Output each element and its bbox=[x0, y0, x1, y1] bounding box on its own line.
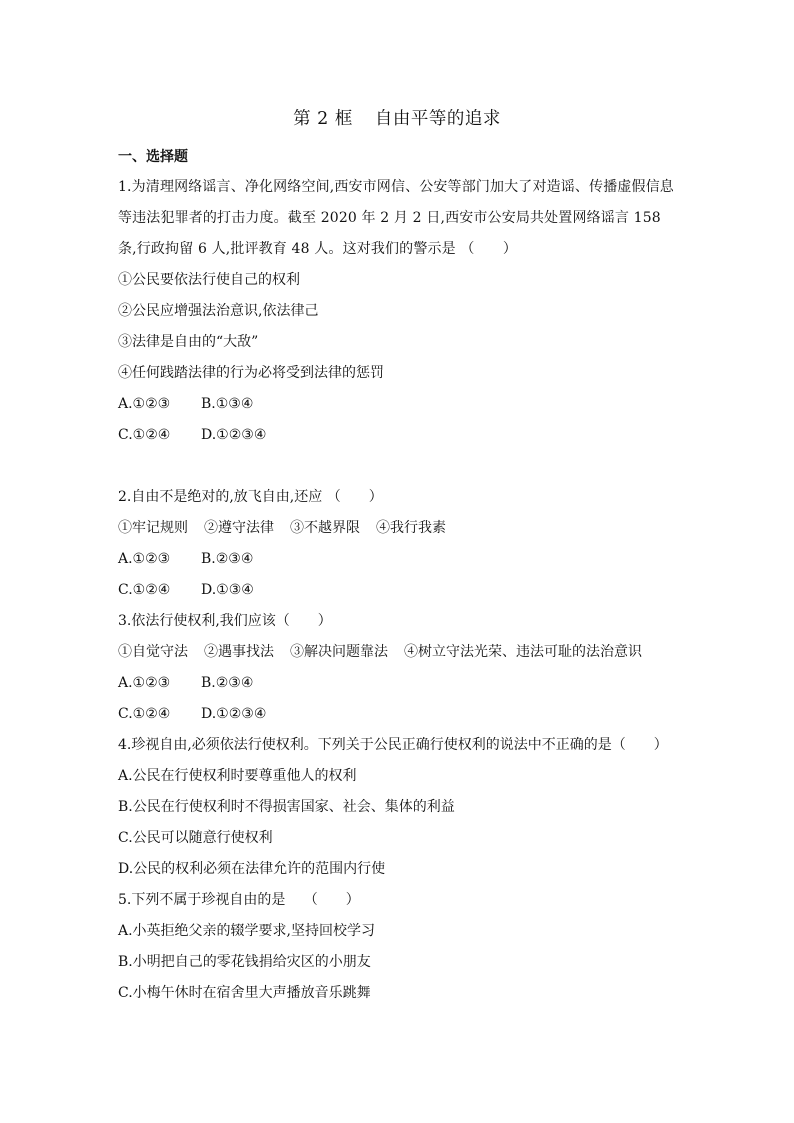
question-1-options-row bbox=[118, 389, 680, 420]
question-1-item: ④任何践踏法律的行为必将受到法律的惩罚 bbox=[118, 365, 384, 381]
question-1-options-row bbox=[118, 420, 680, 451]
question-4-stem: 4.珍视自由,必须依法行使权利。下列关于公民正确行使权利的说法中不正确的是（ ） bbox=[118, 737, 668, 753]
option-b: B.②③④ bbox=[201, 551, 254, 567]
question-2-item: ④我行我素 bbox=[376, 520, 446, 536]
question-1-item: ③法律是自由的“大敌” bbox=[118, 334, 259, 350]
blank-spacer bbox=[118, 451, 680, 482]
question-3-item: ④树立守法光荣、违法可耻的法治意识 bbox=[404, 644, 642, 660]
option-a: A.公民在行使权利时要尊重他人的权利 bbox=[118, 768, 357, 784]
question-1-item: ②公民应增强法治意识,依法律己 bbox=[118, 303, 319, 319]
question-3-items bbox=[118, 637, 680, 668]
option-b: B.②③④ bbox=[201, 675, 254, 691]
question-2-item: ③不越界限 bbox=[290, 520, 360, 536]
option-c: C.小梅午休时在宿舍里大声播放音乐跳舞 bbox=[118, 985, 371, 1001]
title-lesson-number: 第 2 框 bbox=[293, 109, 353, 129]
question-2-options-row bbox=[118, 575, 680, 606]
option-c: C.公民可以随意行使权利 bbox=[118, 830, 273, 846]
question-3-stem: 3.依法行使权利,我们应该（ ） bbox=[118, 613, 332, 629]
question-3-options-row bbox=[118, 668, 680, 699]
page-title bbox=[0, 105, 794, 130]
question-1-item: ①公民要依法行使自己的权利 bbox=[118, 272, 300, 288]
question-list bbox=[118, 172, 680, 1009]
option-b: B.小明把自己的零花钱捐给灾区的小朋友 bbox=[118, 954, 371, 970]
question-2-items bbox=[118, 513, 680, 544]
option-c: C.①②④ bbox=[118, 427, 171, 443]
question-1-stem: 1.为清理网络谣言、净化网络空间,西安市网信、公安等部门加大了对造谣、传播虚假信息等违法犯罪者的打击力度。截至 2020 年 2 月 2 日,西安市公安局共处置网络谣言 158 条,行政拘留 6 人,批评教育 48 人。这对我们的警示是 （ ） bbox=[118, 179, 674, 257]
question-2-stem: 2.自由不是绝对的,放飞自由,还应 （ ） bbox=[118, 489, 383, 505]
option-c: C.①②④ bbox=[118, 582, 171, 598]
option-a: A.小英拒绝父亲的辍学要求,坚持回校学习 bbox=[118, 923, 376, 939]
question-3-item: ③解决问题靠法 bbox=[290, 644, 388, 660]
question-2-options-row bbox=[118, 544, 680, 575]
question-2-item: ②遵守法律 bbox=[204, 520, 274, 536]
option-b: B.公民在行使权利时不得损害国家、社会、集体的利益 bbox=[118, 799, 455, 815]
title-lesson-name: 自由平等的追求 bbox=[374, 109, 501, 129]
question-3-item: ②遇事找法 bbox=[204, 644, 274, 660]
option-b: B.①③④ bbox=[201, 396, 254, 412]
section-heading: 一、选择题 bbox=[118, 149, 188, 165]
option-a: A.①②③ bbox=[118, 675, 171, 691]
option-a: A.①②③ bbox=[118, 551, 171, 567]
option-a: A.①②③ bbox=[118, 396, 171, 412]
option-d: D.①③④ bbox=[201, 582, 254, 598]
question-2-item: ①牢记规则 bbox=[118, 520, 188, 536]
option-d: D.公民的权利必须在法律允许的范围内行使 bbox=[118, 861, 386, 877]
question-5-stem: 5.下列不属于珍视自由的是 （ ） bbox=[118, 892, 360, 908]
option-c: C.①②④ bbox=[118, 706, 171, 722]
option-d: D.①②③④ bbox=[201, 427, 267, 443]
option-d: D.①②③④ bbox=[201, 706, 267, 722]
question-3-item: ①自觉守法 bbox=[118, 644, 188, 660]
question-3-options-row bbox=[118, 699, 680, 730]
